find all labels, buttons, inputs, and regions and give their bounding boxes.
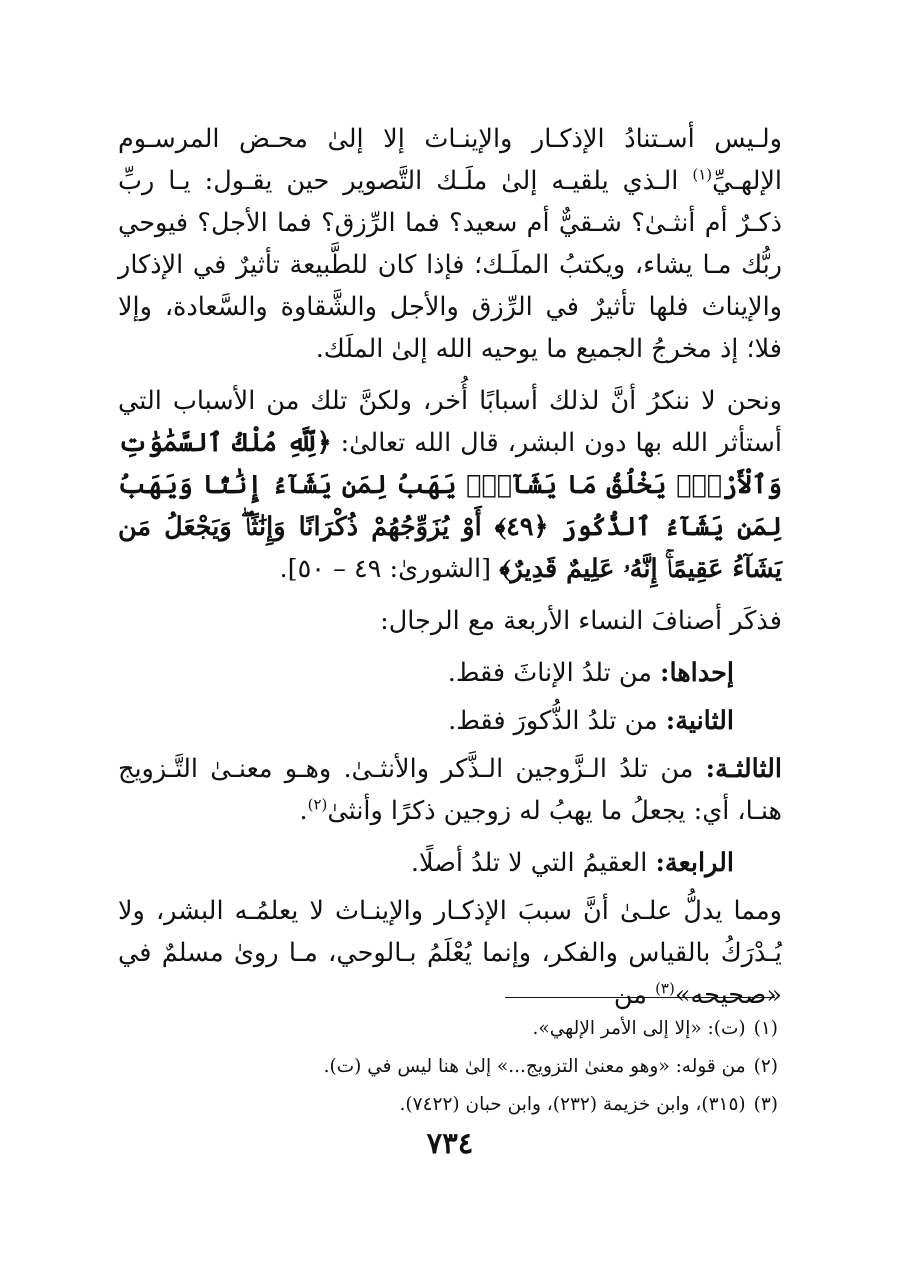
list-item-3 <box>118 748 782 832</box>
page-body <box>118 118 782 1026</box>
footnote-ref-3: (٣) <box>655 979 675 998</box>
paragraph-4-end: من <box>613 980 647 1010</box>
page-number: ٧٣٤ <box>426 1126 474 1160</box>
footnote-3 <box>118 1086 778 1124</box>
footnote-1-text: (ت): «إلا إلى الأمر الإلهي». <box>532 1018 746 1039</box>
footnote-2-number: (٢) <box>753 1056 778 1077</box>
footnote-3-number: (٣) <box>753 1094 778 1115</box>
list-item-3-end: . <box>299 796 308 826</box>
footnote-2 <box>118 1048 778 1086</box>
footnote-ref-1: (١) <box>692 165 713 184</box>
footnote-2-text: من قوله: «وهو معنىٰ التزويج...» إلىٰ هنا ليس في (ت). <box>323 1056 746 1077</box>
quran-verse: ﴿لِّلَّهِ مُلْكُ ٱلسَّمَٰوَٰتِ وَٱلْأَرْضِۚ يَخْلُقُ مَا يَشَآءُۚ يَهَبُ لِمَن يَشَآءُ إِنَٰثًا وَيَهَبُ لِمَن يَشَآءُ ٱلذُّكُورَ ﴿٤٩﴾ أَوْ يُزَوِّجُهُمْ ذُكْرَانًا وَإِنَٰثًاۖ وَيَجْعَلُ مَن يَشَآءُ عَقِيمًاۚ إِنَّهُۥ عَلِيمٌ قَدِيرٌ﴾ <box>118 428 782 584</box>
paragraph-2 <box>118 380 782 590</box>
paragraph-1-text: ولـيس أسـتنادُ الإذكـار والإينـاث إلا إلىٰ محـض المرسـوم الإلهـيِّ <box>118 124 783 196</box>
paragraph-3: فذكَر أصنافَ النساء الأربعة مع الرجال: <box>380 606 782 636</box>
paragraph-2-intro: ونحن لا ننكرُ أنَّ لذلك أسبابًا أُخر، ولكنَّ تلك من الأسباب التي أستأثر الله بها دون البشر، قال الله تعالىٰ: <box>118 386 782 458</box>
paragraph-1-continuation: الـذي يلقيـه إلىٰ ملَـك التَّصوير حين يقـول: يـا ربِّ ذكـرٌ أم أنثـىٰ؟ شـقيٌّ أم سعيد؟ فما الرِّزق؟ فما الأجل؟ فيوحي ربُّك مـا يشاء، ويكتبُ الملَـك؛ فإذا كان للطَّبيعة تأثيرٌ في الإذكار والإيناث فلها تأثيرٌ في الرِّزق والأجل والشَّقاوة والسَّعادة، وإلا فلا؛ إذ مخرجُ الجميع ما يوحيه الله إلىٰ الملَك. <box>118 166 782 364</box>
list-item-1 <box>118 652 782 694</box>
paragraph-4-text: ومما يدلُّ علـىٰ أنَّ سببَ الإذكـار والإينـاث لا يعلمُـه البشر، ولا يُـدْرَكُ بالقياس والفكر، وإنما يُعْلَمُ بـالوحي، مـا روىٰ مسلمٌ في «صحيحه» <box>118 896 782 1010</box>
footnote-3-text: (٣١٥)، وابن خزيمة (٢٣٢)، وابن حبان (٧٤٢٢). <box>399 1094 746 1115</box>
list-item-3-text: من تلدُ الـزَّوجين الـذَّكر والأنثـىٰ. وهـو معنـىٰ التَّـزويج هنـا، أي: يجعلُ ما يهبُ له زوجين ذكرًا وأنثىٰ <box>118 754 782 826</box>
list-item-4 <box>118 842 782 884</box>
quran-source: [الشورىٰ: ٤٩ – ٥٠]. <box>279 554 492 584</box>
list-item-2-label: الثانية: <box>665 706 734 736</box>
list-item-4-text: العقيمُ التي لا تلدُ أصلًا. <box>410 848 648 878</box>
list-item-2 <box>118 700 782 742</box>
paragraph-1 <box>118 118 782 370</box>
list-item-2-text: من تلدُ الذُّكورَ فقط. <box>448 706 658 736</box>
list-item-1-text: من تلدُ الإناثَ فقط. <box>447 658 652 688</box>
footnote-separator <box>505 997 775 998</box>
footnotes <box>118 1010 778 1124</box>
list-item-3-label: الثالثـة: <box>705 754 782 784</box>
list-item-4-label: الرابعة: <box>655 848 734 878</box>
footnote-1 <box>118 1010 778 1048</box>
footnote-ref-2: (٢) <box>307 795 328 814</box>
list-item-1-label: إحداها: <box>660 658 734 688</box>
footnote-1-number: (١) <box>753 1018 778 1039</box>
